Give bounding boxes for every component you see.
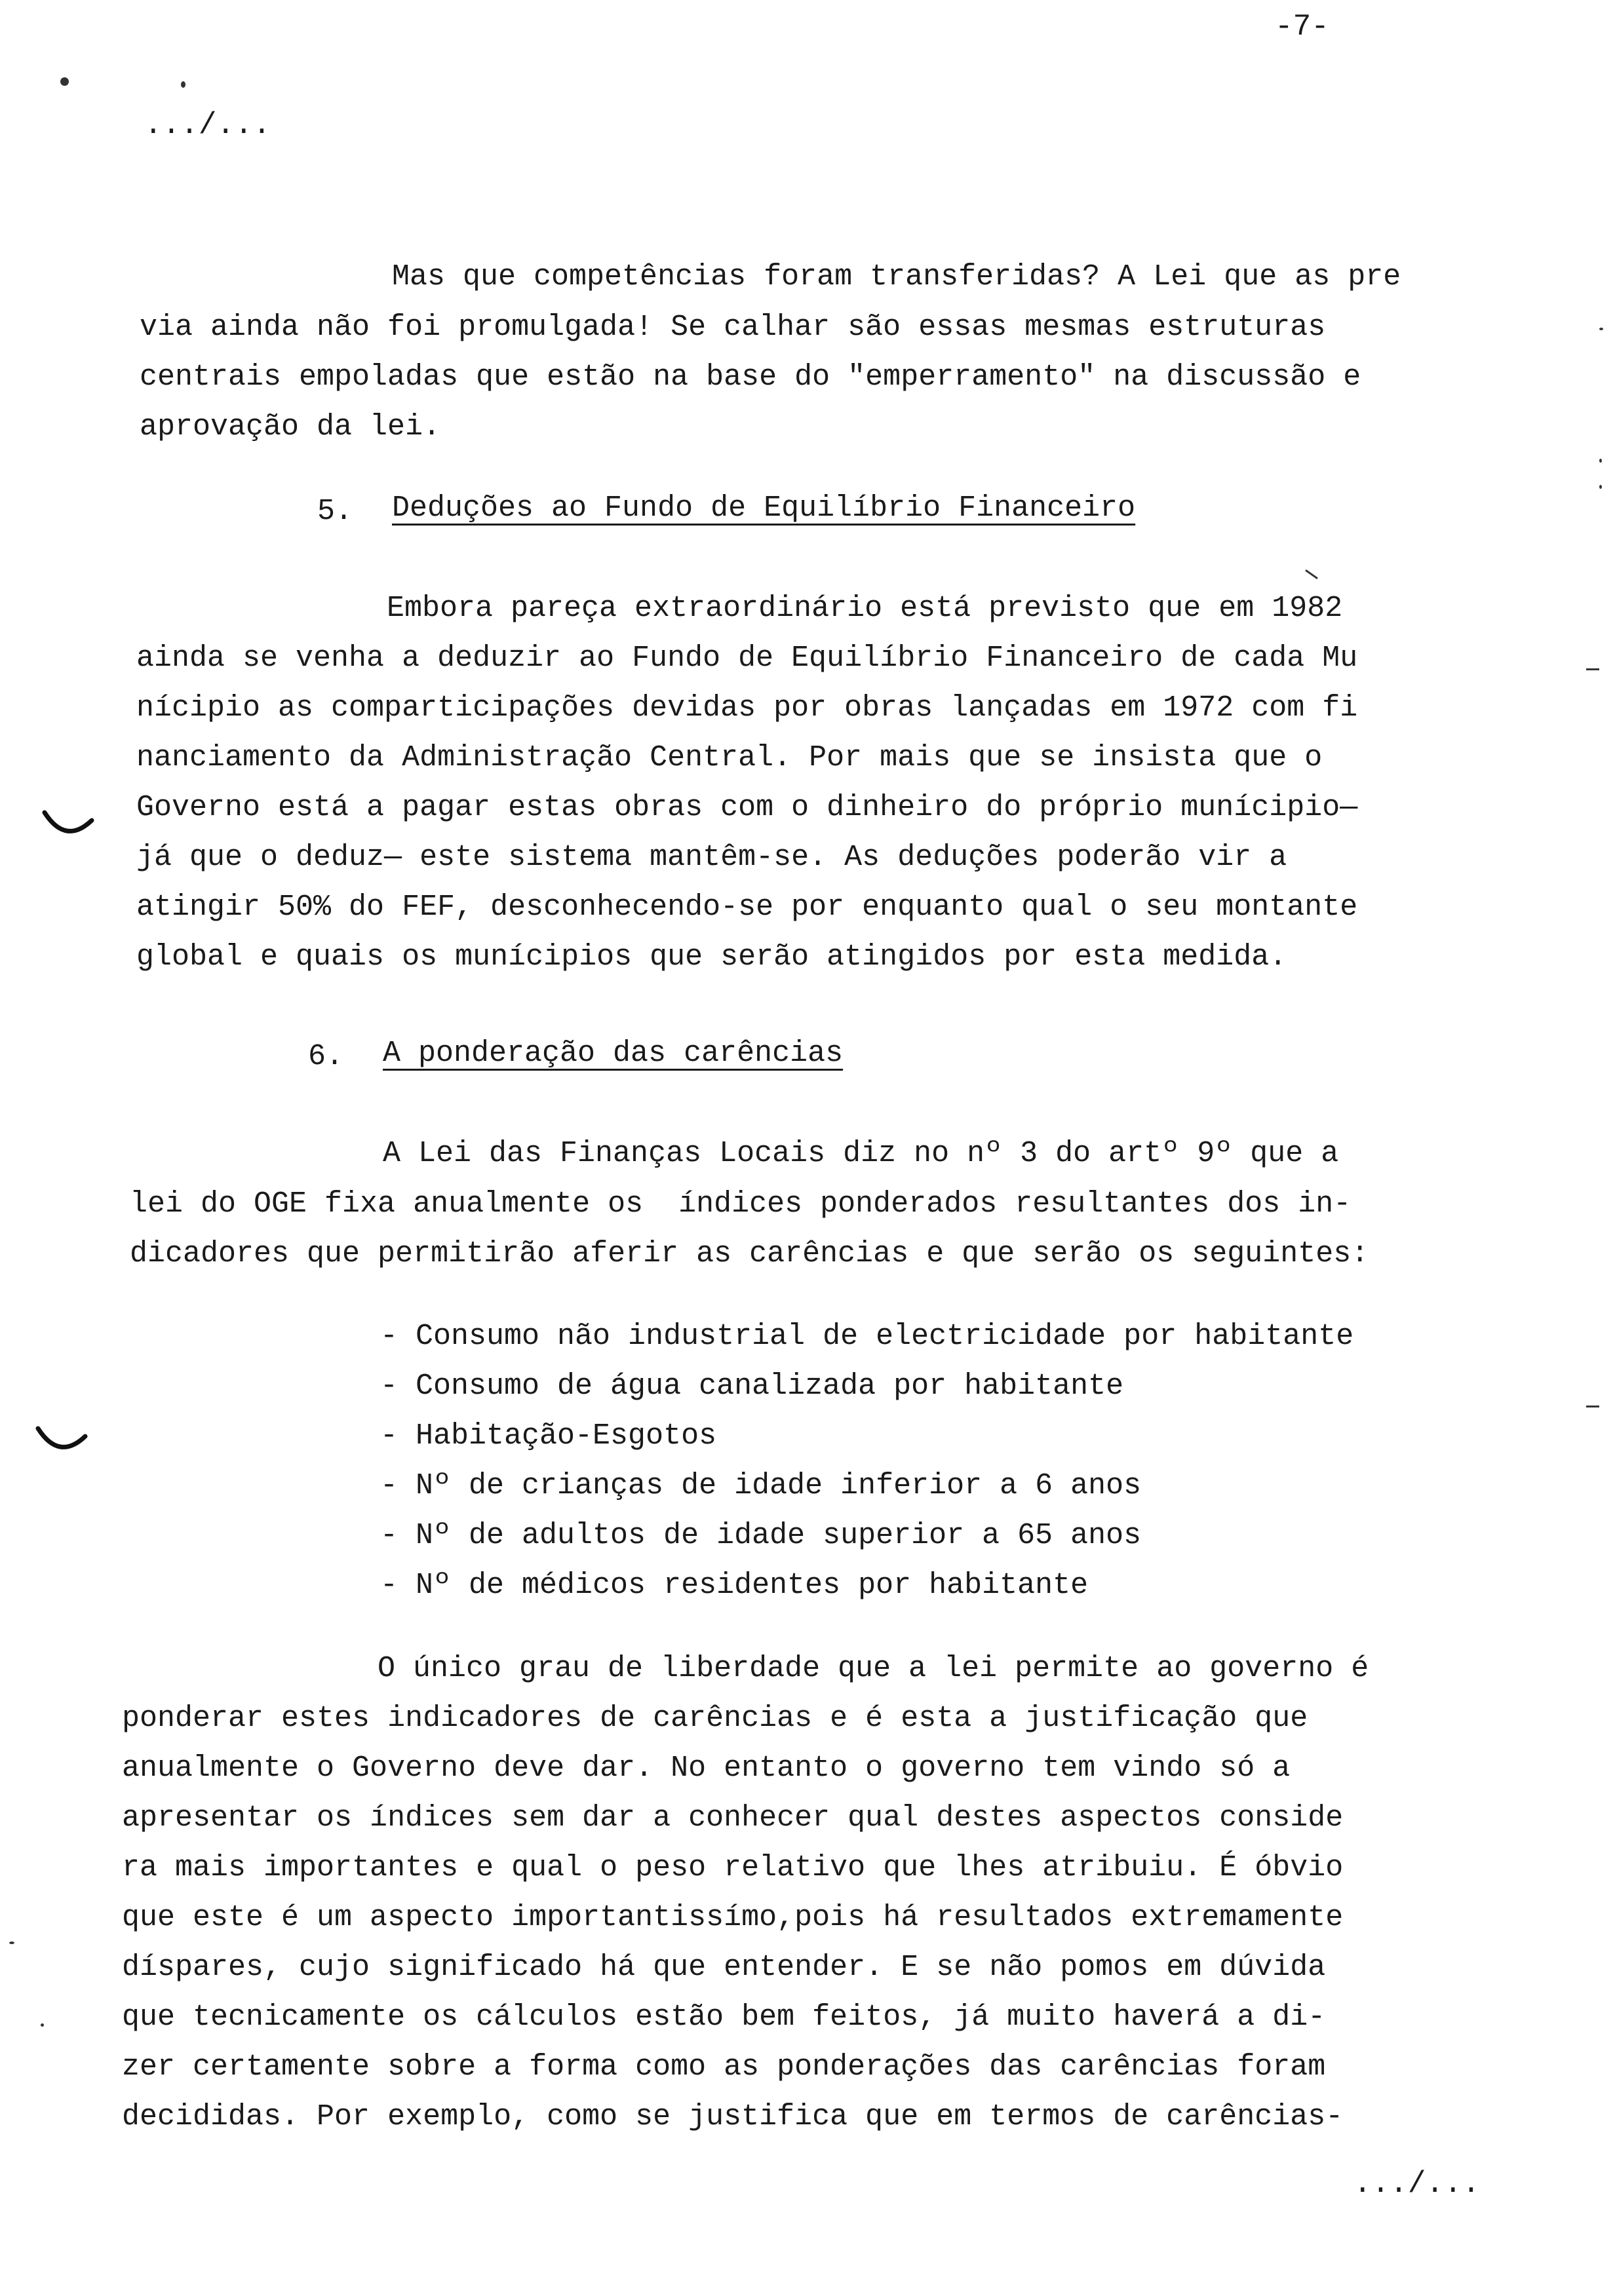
continuation-marker-bottom: .../... — [1353, 2167, 1481, 2201]
paragraph-4-line: que tecnicamente os cálculos estão bem feitos, já muito haverá a di- — [122, 2000, 1326, 2034]
section-5-title: Deduções ao Fundo de Equilíbrio Financeiro — [392, 491, 1136, 525]
continuation-marker-top: .../... — [144, 108, 271, 142]
paragraph-3-line: dicadores que permitirão aferir as carências e que serão os seguintes: — [130, 1237, 1369, 1271]
paragraph-4-line: decididas. Por exemplo, como se justifica que em termos de carências- — [122, 2100, 1344, 2133]
paragraph-4-line: que este é um aspecto importantissímo,pois há resultados extremamente — [122, 1901, 1344, 1934]
section-6-title: A ponderação das carências — [383, 1037, 844, 1070]
paragraph-4-line: apresentar os índices sem dar a conhecer qual destes aspectos conside — [122, 1801, 1344, 1835]
paragraph-2-line: já que o deduz— este sistema mantêm-se. As deduções poderão vir a — [136, 841, 1287, 874]
scan-speck — [181, 81, 185, 88]
paragraph-2-line: global e quais os munícipios que serão atingidos por esta medida. — [136, 940, 1287, 974]
punch-hole-mark — [39, 806, 98, 845]
indicator-item: - Nº de crianças de idade inferior a 6 anos — [380, 1469, 1142, 1502]
paragraph-1-line: via ainda não foi promulgada! Se calhar são essas mesmas estruturas — [140, 311, 1326, 344]
indicator-item: - Nº de adultos de idade superior a 65 anos — [380, 1519, 1142, 1552]
indicator-item: - Consumo de água canalizada por habitante — [380, 1369, 1124, 1403]
indicator-item: - Consumo não industrial de electricidade por habitante — [380, 1320, 1354, 1353]
scan-speck — [1586, 668, 1599, 670]
scan-speck — [1586, 1406, 1599, 1407]
paragraph-1-line: centrais empoladas que estão na base do "emperramento" na discussão e — [140, 360, 1361, 394]
paragraph-4-line: ponderar estes indicadores de carências e é esta a justificação que — [122, 1702, 1308, 1735]
paragraph-2-line: ainda se venha a deduzir ao Fundo de Equilíbrio Financeiro de cada Mu — [136, 641, 1358, 675]
section-5-number: 5. — [317, 495, 353, 528]
paragraph-2-line: Governo está a pagar estas obras com o dinheiro do próprio munícipio— — [136, 791, 1358, 824]
paragraph-4-line: zer certamente sobre a forma como as ponderações das carências foram — [122, 2050, 1326, 2084]
paragraph-3-line: A Lei das Finanças Locais diz no nº 3 do artº 9º que a — [383, 1137, 1339, 1170]
paragraph-1-line: Mas que competências foram transferidas? A Lei que as pre — [392, 260, 1401, 294]
scan-speck — [41, 2023, 44, 2027]
page-number: -7- — [1275, 10, 1329, 44]
scan-speck — [9, 1942, 14, 1944]
paragraph-4-line: díspares, cujo significado há que entender. E se não pomos em dúvida — [122, 1951, 1326, 1984]
paragraph-2-line: Embora pareça extraordinário está previsto que em 1982 — [387, 592, 1343, 625]
scan-speck — [60, 77, 69, 86]
paragraph-2-line: nícipio as comparticipações devidas por obras lançadas em 1972 com fi — [136, 691, 1358, 725]
indicator-item: - Nº de médicos residentes por habitante — [380, 1569, 1089, 1602]
paragraph-4-line: ra mais importantes e qual o peso relativo que lhes atribuiu. É óbvio — [122, 1851, 1344, 1885]
paragraph-3-line: lei do OGE fixa anualmente os índices ponderados resultantes dos in- — [130, 1187, 1352, 1221]
paragraph-2-line: atingir 50% do FEF, desconhecendo-se por enquanto qual o seu montante — [136, 890, 1358, 924]
paragraph-4-line: O único grau de liberdade que a lei permite ao governo é — [378, 1652, 1369, 1685]
punch-hole-mark — [33, 1422, 92, 1461]
paragraph-2-line: nanciamento da Administração Central. Por mais que se insista que o — [136, 741, 1323, 775]
indicator-item: - Habitação-Esgotos — [380, 1419, 717, 1453]
scan-speck — [1599, 485, 1602, 489]
scan-speck — [1599, 459, 1602, 463]
section-6-number: 6. — [308, 1040, 344, 1073]
paragraph-4-line: anualmente o Governo deve dar. No entanto o governo tem vindo só a — [122, 1751, 1291, 1785]
scan-speck — [1305, 569, 1318, 579]
paragraph-1-line: aprovação da lei. — [140, 410, 441, 444]
scan-speck — [1599, 328, 1603, 330]
